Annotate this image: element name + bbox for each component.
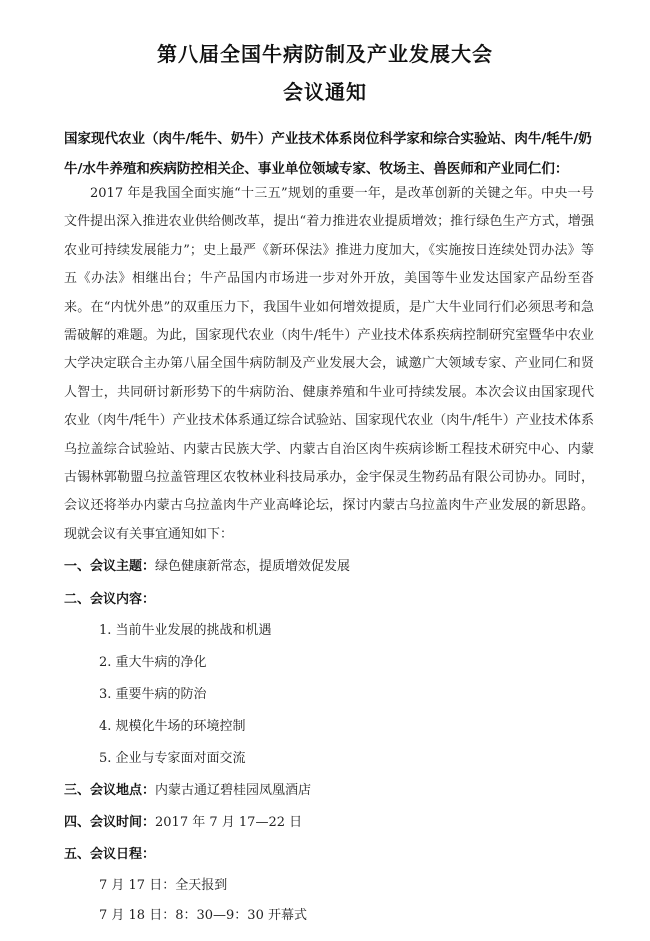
content-item: 3. 重要牛病的防治 <box>99 687 207 702</box>
section-theme-text: 绿色健康新常态，提质增效促发展 <box>155 559 351 574</box>
content-item: 5. 企业与专家面对面交流 <box>99 751 246 766</box>
section-schedule-heading: 五、会议日程： <box>64 847 156 862</box>
section-content-heading: 二、会议内容： <box>64 592 156 607</box>
section-venue-text: 内蒙古通辽碧桂园凤凰酒店 <box>155 783 312 798</box>
section-venue <box>64 781 311 801</box>
section-schedule <box>64 845 155 865</box>
content-item: 1. 当前牛业发展的挑战和机遇 <box>99 623 272 638</box>
content-item: 4. 规模化牛场的环境控制 <box>99 719 246 734</box>
addressee-paragraph: 国家现代农业（肉牛/牦牛、奶牛）产业技术体系岗位科学家和综合实验站、肉牛/牦牛/奶牛/水牛养殖和疾病防控相关企、事业单位领域专家、牧场主、兽医师和产业同仁们： <box>64 131 592 177</box>
section-time <box>64 813 302 833</box>
section-theme-heading: 一、会议主题： <box>64 559 156 574</box>
section-time-text: 2017 年 7 月 17—22 日 <box>155 815 303 830</box>
document-title: 第八届全国牛病防制及产业发展大会 <box>157 42 493 66</box>
section-time-heading: 四、会议时间： <box>64 815 156 830</box>
section-content <box>64 590 155 610</box>
body-paragraph: 2017 年是我国全面实施“十三五”规划的重要一年，是改革创新的关键之年。中央一号文件提出深入推进农业供给侧改革，提出“着力推进农业提质增效；推行绿色生产方式，增强农业可持续发展能力”；史上最严《新环保法》推进力度加大，《实施按日连续处罚办法》等五《办法》相继出台；牛产品国内市场进一步对外开放，美国等牛业发达国家产品纷至沓来。在“内忧外患”的双重压力下，我国牛业如何增效提质，是广大牛业同行们必须思考和急需破解的难题。为此，国家现代农业（肉牛/牦牛）产业技术体系疾病控制研究室暨华中农业大学决定联合主办第八届全国牛病防制及产业发展大会，诚邀广大领域专家、产业同仁和贤人智士，共同研讨新形势下的牛病防治、健康养殖和牛业可持续发展。本次会议由国家现代农业（肉牛/牦牛）产业技术体系通辽综合试验站、国家现代农业（肉牛/牦牛）产业技术体系乌拉盖综合试验站、内蒙古民族大学、内蒙古自治区肉牛疾病诊断工程技术研究中心、内蒙古锡林郭勒盟乌拉盖管理区农牧林业科技局承办，金宇保灵生物药品有限公司协办。同时，会议还将举办内蒙古乌拉盖肉牛产业高峰论坛，探讨内蒙古乌拉盖肉牛产业发展的新思路。现就会议有关事宜通知如下： <box>64 186 594 542</box>
document-subtitle: 会议通知 <box>283 80 367 104</box>
section-venue-heading: 三、会议地点： <box>64 783 156 798</box>
schedule-item: 7 月 18 日：8：30—9：30 开幕式 <box>99 908 307 923</box>
content-item: 2. 重大牛病的净化 <box>99 655 207 670</box>
section-theme <box>64 557 350 577</box>
schedule-item: 7 月 17 日：全天报到 <box>99 878 228 893</box>
